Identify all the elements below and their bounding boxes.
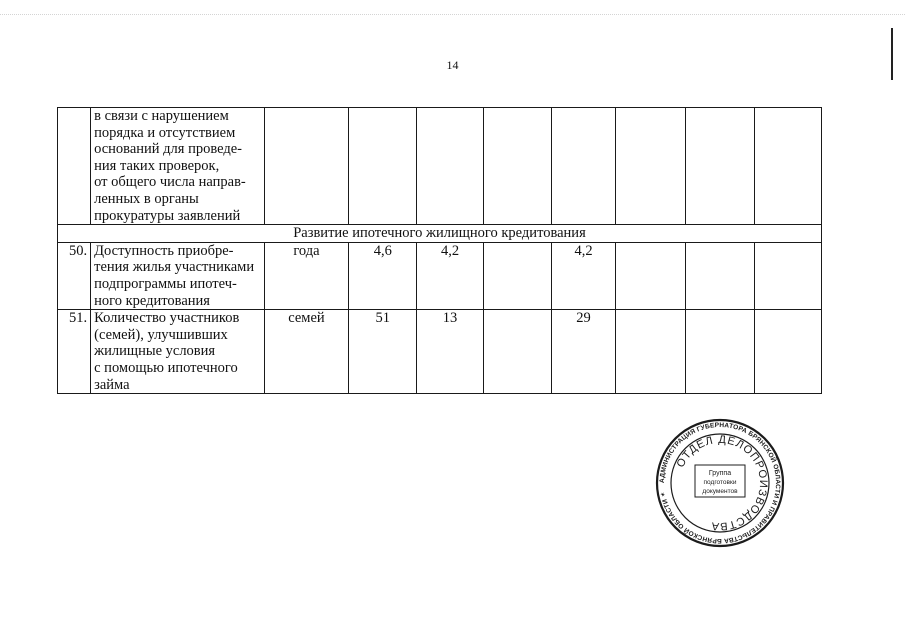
value-cell: 51 — [349, 310, 417, 394]
value-cell — [616, 310, 686, 394]
indicator-line: ленных в органы — [94, 190, 199, 207]
value-cell — [754, 242, 821, 309]
indicator-line: Доступность приобре- — [94, 242, 234, 259]
value-cell: 29 — [551, 310, 615, 394]
indicator-line: подпрограммы ипотеч- — [94, 275, 237, 292]
scan-noise — [0, 14, 905, 19]
indicator-line: жилищные условия — [94, 343, 216, 360]
value-cell — [616, 108, 686, 225]
value-cell: 4,6 — [349, 242, 417, 309]
official-stamp — [655, 418, 785, 548]
value-cell: 4,2 — [551, 242, 615, 309]
value-cell — [754, 108, 821, 225]
indicator-line: (семей), улучшивших — [94, 326, 228, 343]
value-cell — [551, 108, 615, 225]
stamp-center-line: Группа — [708, 470, 732, 477]
value-cell: 4,2 — [417, 242, 483, 309]
indicator-line: займа — [94, 376, 130, 393]
indicator-line: ния таких проверок, — [94, 157, 220, 174]
table-row-continuation — [58, 108, 822, 225]
row-number: 51. — [58, 310, 91, 394]
indicator-cell — [91, 310, 265, 394]
row-number — [58, 108, 91, 225]
page-number: 14 — [446, 58, 459, 72]
unit-cell — [264, 108, 348, 225]
section-title: Развитие ипотечного жилищного кредитования — [58, 225, 822, 243]
value-cell — [686, 108, 754, 225]
value-cell — [754, 310, 821, 394]
indicator-line: ного кредитования — [94, 292, 210, 309]
value-cell — [483, 310, 551, 394]
indicator-cell — [91, 108, 265, 225]
value-cell — [483, 242, 551, 309]
indicator-line: оснований для проведе- — [94, 141, 242, 158]
unit-cell: года — [264, 242, 348, 309]
indicator-line: от общего числа направ- — [94, 174, 246, 191]
section-row — [58, 225, 822, 243]
indicator-line: Количество участников — [94, 310, 240, 327]
indicator-line: порядка и отсутствием — [94, 124, 236, 141]
stamp-center-line: документов — [702, 488, 738, 495]
unit-cell: семей — [264, 310, 348, 394]
table-row-50 — [58, 242, 822, 309]
value-cell — [616, 242, 686, 309]
table-row-51 — [58, 310, 822, 394]
value-cell: 13 — [417, 310, 483, 394]
stamp-middle-text: ОТДЕЛ ДЕЛОПРОИЗВОДСТВА — [674, 433, 770, 533]
indicator-line: с помощью ипотечного — [94, 359, 238, 376]
value-cell — [686, 310, 754, 394]
indicator-line: прокуратуры заявлений — [94, 207, 241, 224]
indicator-cell — [91, 242, 265, 309]
stamp-center-line: подготовки — [703, 479, 737, 486]
value-cell — [686, 242, 754, 309]
indicator-line: тения жилья участниками — [94, 259, 255, 276]
value-cell — [417, 108, 483, 225]
indicator-line: в связи с нарушением — [94, 108, 229, 124]
row-number: 50. — [58, 242, 91, 309]
value-cell — [483, 108, 551, 225]
indicators-table — [57, 107, 822, 394]
stamp-outer-text: АДМИНИСТРАЦИЯ ГУБЕРНАТОРА БРЯНСКОЙ ОБЛАСТИ И ПРАВИТЕЛЬСТВА БРЯНСКОЙ ОБЛАСТИ ✶ — [658, 421, 782, 545]
value-cell — [349, 108, 417, 225]
